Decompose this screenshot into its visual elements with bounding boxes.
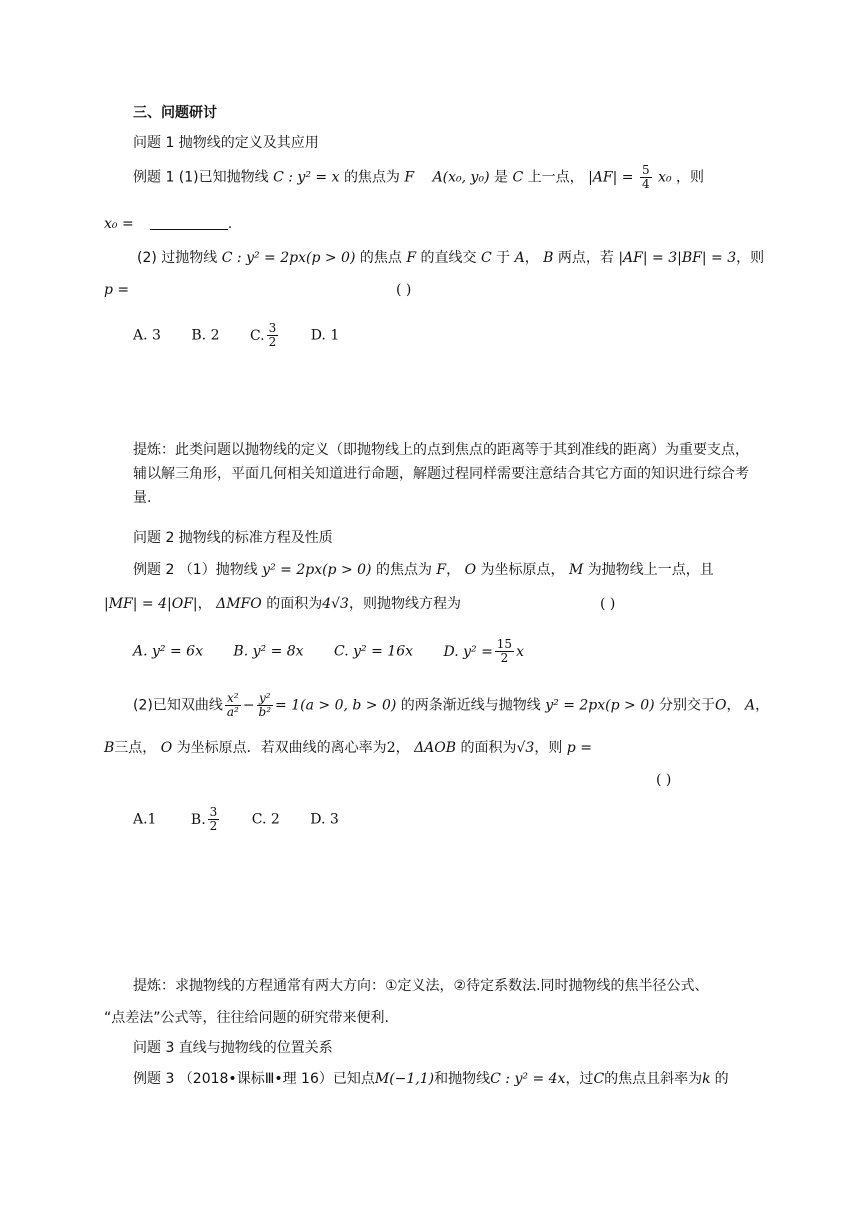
choice2-a[interactable]: A. y² = 6x xyxy=(133,643,203,660)
ex2b-fraction1 xyxy=(225,692,241,719)
ex2-t4: 为抛物线上一点，且 xyxy=(587,562,714,578)
problem1-title: 问题 1 抛物线的定义及其应用 xyxy=(133,135,319,151)
choice-c[interactable] xyxy=(249,321,280,349)
choice2-b[interactable]: B. y² = 8x xyxy=(233,643,304,660)
ex2b-eq-tail: = 1(a > 0, b > 0) xyxy=(275,697,397,714)
example2-choices2 xyxy=(133,806,339,833)
ex2-t2: ， xyxy=(446,562,461,578)
ex1-focus-text: 的焦点为 xyxy=(343,169,400,186)
ex1-curve-name: C xyxy=(512,169,524,186)
problem3-title: 问题 3 直线与抛物线的位置关系 xyxy=(133,1040,333,1056)
ex2b-t2: 分别交于 xyxy=(659,697,716,714)
example2-part1-line2 xyxy=(104,594,461,614)
ex2-t7: ，则抛物线方程为 xyxy=(348,596,461,612)
ex2b-f2-den: b² xyxy=(258,705,272,719)
ex1-focus: F xyxy=(404,169,415,186)
ex2b-point-b: B xyxy=(104,740,115,756)
ex1b-focus: F xyxy=(406,250,417,266)
ex2-t5: ， xyxy=(197,596,212,612)
choice2-d-num: 15 xyxy=(496,637,513,651)
choice-c-label: C. xyxy=(249,327,265,344)
example1-part1-line2 xyxy=(104,214,232,234)
ex2b-t5: 三点， xyxy=(114,740,157,756)
ex1b-t2: 的直线交 xyxy=(420,250,477,266)
ex2b-paren: ( ) xyxy=(656,772,672,788)
choice2-d[interactable] xyxy=(443,637,524,665)
ex2b-fraction2 xyxy=(257,692,274,719)
ex1b-point-a: A xyxy=(514,250,525,266)
ex2b-f2-num: y² xyxy=(257,692,274,706)
choice-c-num: 3 xyxy=(268,321,277,335)
ex2-t6: 的面积为 xyxy=(266,596,323,612)
ex2b-t4: ， xyxy=(755,697,770,714)
ex2b-t9: ，则 xyxy=(534,740,563,756)
choice2-d-den: 2 xyxy=(500,651,509,665)
ex2b-t3: ， xyxy=(726,697,741,714)
choice-c-den: 2 xyxy=(268,335,277,349)
example2-choices1 xyxy=(133,638,524,665)
ex1-curve: C : y² = x xyxy=(273,169,340,186)
example1-part1-line1 xyxy=(133,164,704,191)
ex3-slope: k xyxy=(702,1071,711,1087)
ex2-cond: |MF| = 4|OF| xyxy=(104,596,198,612)
ex1-lead: 例题 1 (1)已知抛物线 xyxy=(133,169,269,186)
ex3-curve-name: C xyxy=(593,1071,605,1087)
ex2-area: 4√3 xyxy=(322,596,349,612)
ex2-lead: 例题 2 （1）抛物线 xyxy=(133,562,258,578)
example2-part2-line1 xyxy=(133,692,769,719)
answer-blank[interactable] xyxy=(150,215,228,230)
ex1-point: A(x₀, y₀) xyxy=(432,169,490,186)
ex3-curve: C : y² = 4x xyxy=(490,1071,566,1087)
ex3-t3: 的焦点且斜率为 xyxy=(604,1071,703,1087)
choice2-d-label: D. y² = xyxy=(443,643,493,660)
ex1-frac-den: 4 xyxy=(641,177,650,191)
ex1b-point-b: B xyxy=(543,250,554,266)
ex1-frac-num: 5 xyxy=(641,163,650,177)
ex1-on-text: 是 xyxy=(493,169,508,186)
ex2b-t7: ， xyxy=(395,740,410,756)
ex1b-t4: ， xyxy=(524,250,539,266)
ex1b-t6: ，则 xyxy=(736,250,765,266)
ex2-paren: ( ) xyxy=(600,596,616,612)
ex2b-parabola: y² = 2px(p > 0) xyxy=(545,697,655,714)
ex1-fraction xyxy=(640,164,652,191)
ex2b-origin: O xyxy=(160,740,173,756)
ex2b-minus: − xyxy=(242,697,255,714)
ex2b-answer-var: p = xyxy=(566,740,592,756)
choice3-a[interactable]: A.1 xyxy=(133,811,157,828)
ex2-focus: F xyxy=(436,562,447,578)
ex1-cond-lhs: |AF| = xyxy=(588,169,634,186)
ex1-end: . xyxy=(227,216,233,232)
ex1b-curve-name: C xyxy=(480,250,492,266)
choice-d[interactable]: D. 1 xyxy=(310,327,340,344)
ex2b-ecc: 2 xyxy=(386,740,396,756)
ex2-t3: 为坐标原点， xyxy=(480,562,565,578)
choice2-d-tail: x xyxy=(516,643,524,660)
ex2b-lead: (2)已知双曲线 xyxy=(133,697,223,714)
choice3-b-fraction xyxy=(208,806,220,833)
ex2-origin: O xyxy=(464,562,477,578)
problem2-title: 问题 2 抛物线的标准方程及性质 xyxy=(133,530,333,546)
choice3-b-label: B. xyxy=(190,811,206,828)
example2-part1-line1 xyxy=(133,560,714,580)
ex1-then: ，则 xyxy=(676,169,705,186)
ex1b-lead: (2) 过抛物线 xyxy=(137,250,218,266)
ex2b-point-a: A xyxy=(744,697,756,714)
ex1b-curve: C : y² = 2px(p > 0) xyxy=(221,250,356,266)
example1-part2-line1 xyxy=(137,248,764,268)
ex1b-t5: 两点，若 xyxy=(557,250,614,266)
choice3-b-den: 2 xyxy=(209,819,218,833)
ex3-t4: 的 xyxy=(714,1071,729,1087)
ex2b-triangle: ΔAOB xyxy=(414,740,457,756)
ex1-cond-rhs: x₀ xyxy=(658,169,672,186)
ex2-curve: y² = 2px(p > 0) xyxy=(262,562,372,578)
section-title: 三、问题研讨 xyxy=(133,105,217,121)
example1-choices xyxy=(133,322,339,349)
ex2b-t1: 的两条渐近线与抛物线 xyxy=(400,697,541,714)
example2-part2-line2 xyxy=(104,738,592,758)
choice-a[interactable]: A. 3 xyxy=(133,327,161,344)
problem2-summary-line2: “点差法”公式等，往往给问题的研究带来便利. xyxy=(104,1010,389,1026)
ex1b-t1: 的焦点 xyxy=(359,250,402,266)
ex2b-f1-den: a² xyxy=(226,705,239,719)
choice2-d-fraction xyxy=(495,638,514,665)
problem1-summary: 提炼：此类问题以抛物线的定义（即抛物线上的点到焦点的距离等于其到准线的距离）为重要支点，辅以解三角形，平面几何相关知道进行命题，解题过程同样需要注意结合其它方面的知识进行综合考量. xyxy=(133,442,749,506)
choice-b[interactable]: B. 2 xyxy=(191,327,220,344)
ex1-answer-var: x₀ = xyxy=(104,216,134,232)
ex2b-f1-num: x² xyxy=(225,692,241,706)
ex2b-point-o: O xyxy=(715,697,727,714)
ex2-triangle: ΔMFO xyxy=(216,596,262,612)
choice-c-fraction xyxy=(267,322,279,349)
ex2b-area: √3 xyxy=(516,740,535,756)
ex1b-paren: ( ) xyxy=(396,282,412,298)
ex2b-t8: 的面积为 xyxy=(460,740,517,756)
choice2-c[interactable]: C. y² = 16x xyxy=(334,643,414,660)
example3-line1 xyxy=(133,1069,729,1089)
ex3-t1: 和抛物线 xyxy=(434,1071,491,1087)
choice3-c[interactable]: C. 2 xyxy=(251,811,280,828)
ex1b-t3: 于 xyxy=(496,250,511,266)
ex1b-cond: |AF| = 3|BF| = 3 xyxy=(618,250,737,266)
ex2-t1: 的焦点为 xyxy=(375,562,432,578)
ex1-on-text2: 上一点， xyxy=(527,169,584,186)
ex1b-answer-var: p = xyxy=(104,282,130,298)
example1-part2-line2 xyxy=(104,280,129,300)
choice3-b[interactable] xyxy=(190,805,221,833)
choice3-d[interactable]: D. 3 xyxy=(310,811,339,828)
ex2-point-m: M xyxy=(568,562,584,578)
ex2b-t6: 为坐标原点．若双曲线的离心率为 xyxy=(176,740,387,756)
choice3-b-num: 3 xyxy=(209,805,218,819)
ex3-t2: ，过 xyxy=(565,1071,594,1087)
problem2-summary-line1: 提炼：求抛物线的方程通常有两大方向：①定义法，②待定系数法.同时抛物线的焦半径公式、 xyxy=(133,978,709,994)
ex3-lead: 例题 3 （2018•课标Ⅲ•理 16）已知点 xyxy=(133,1071,375,1087)
ex3-point: M(−1,1) xyxy=(374,1071,435,1087)
